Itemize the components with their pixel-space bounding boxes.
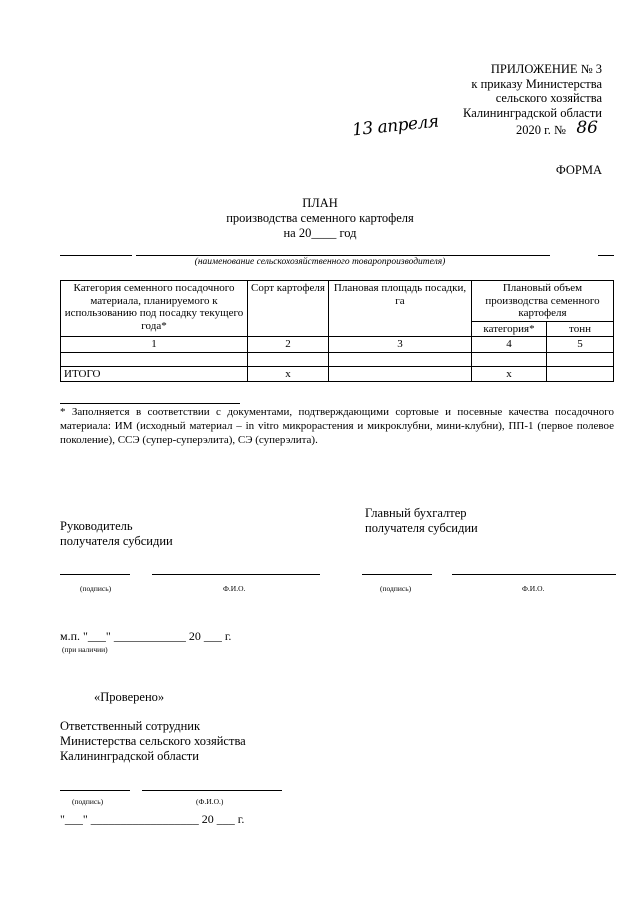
column-number: 5 (547, 337, 614, 353)
handwritten-date: 13 апреля (351, 111, 440, 141)
table-cell[interactable] (248, 352, 329, 366)
header-tons: тонн (547, 321, 614, 337)
checked-signature-line[interactable] (60, 790, 130, 791)
column-number: 1 (61, 337, 248, 353)
appendix-header (463, 62, 602, 120)
stamp-note: (при наличии) (62, 645, 108, 654)
appendix-title: ПРИЛОЖЕНИЕ № 3 (490, 62, 602, 76)
total-row (61, 366, 614, 382)
responsible-line-2: Министерства сельского хозяйства (60, 734, 246, 748)
column-number: 2 (248, 337, 329, 353)
order-year-text: 2020 г. № (515, 123, 566, 137)
org-line-right (598, 255, 614, 256)
footnote: * Заполняется в соответствии с документами, подтверждающими сортовые и посевные качества посадочного материала: ИМ (исходный материал – in vitro микрорастения и микроклубни, мини-клубни), ПП-1 (первое полевое поколение), ССЭ (супер-суперэлита), СЭ (суперэлита). (60, 406, 614, 446)
header-category: Категория семенного посадочного материала, планируемого к использованию под посадку текущего года* (61, 281, 248, 337)
responsible-officer (60, 719, 246, 764)
table-cell[interactable] (329, 352, 472, 366)
head-signature-line[interactable] (60, 574, 130, 575)
total-label: ИТОГО (61, 366, 248, 382)
column-number: 4 (472, 337, 547, 353)
org-line-left (60, 255, 132, 256)
accountant-fio-line[interactable] (452, 574, 616, 575)
table-row (61, 352, 614, 366)
table-cell[interactable] (472, 352, 547, 366)
responsible-line-1: Ответственный сотрудник (60, 719, 201, 733)
table-cell[interactable] (61, 352, 248, 366)
document-title (0, 196, 640, 241)
total-category: х (472, 366, 547, 382)
head-label-line-2: получателя субсидии (60, 534, 173, 548)
checked-sign-caption: (подпись) (72, 797, 104, 806)
accountant-label-line-1: Главный бухгалтер (365, 506, 467, 520)
org-line-main (136, 255, 550, 256)
responsible-line-3: Калининградской области (60, 749, 199, 763)
title-year: на 20____ год (283, 226, 357, 240)
total-area[interactable] (329, 366, 472, 382)
column-number: 3 (329, 337, 472, 353)
checked-fio-caption: (Ф.И.О.) (196, 797, 224, 806)
org-caption: (наименование сельскохозяйственного товаропроизводителя) (194, 257, 446, 267)
handwritten-order-number: 86 (576, 118, 598, 138)
stamp-date-line: м.п. "___" ____________ 20 ___ г. (60, 629, 232, 643)
title-plan: ПЛАН (302, 196, 338, 210)
total-variety: х (248, 366, 329, 382)
forma-label: ФОРМА (555, 163, 602, 177)
header-subcategory: категория* (472, 321, 547, 337)
header-variety: Сорт картофеля (248, 281, 329, 337)
appendix-line-1: к приказу Министерства (471, 76, 602, 91)
checked-fio-line[interactable] (142, 790, 282, 791)
table-cell[interactable] (547, 352, 614, 366)
title-subject: производства семенного картофеля (226, 211, 414, 225)
head-sign-caption: (подпись) (80, 584, 112, 593)
plan-table (60, 280, 614, 382)
head-fio-caption: Ф.И.О. (223, 584, 246, 593)
header-volume: Плановый объем производства семенного картофеля (472, 281, 614, 322)
accountant-signature-line[interactable] (362, 574, 432, 575)
footnote-divider (60, 403, 240, 404)
head-fio-line[interactable] (152, 574, 320, 575)
appendix-line-3: Калининградской области (463, 105, 602, 120)
checked-date-line: "___" __________________ 20 ___ г. (60, 812, 245, 826)
accountant-label-line-2: получателя субсидии (365, 521, 478, 535)
checked-label: «Проверено» (94, 690, 165, 704)
header-area: Плановая площадь посадки, га (329, 281, 472, 337)
accountant-sign-caption: (подпись) (380, 584, 412, 593)
total-tons[interactable] (547, 366, 614, 382)
head-label-line-1: Руководитель (60, 519, 133, 533)
accountant-fio-caption: Ф.И.О. (522, 584, 545, 593)
accountant-label (365, 506, 478, 536)
appendix-line-2: сельского хозяйства (495, 91, 602, 105)
head-label (60, 519, 173, 549)
